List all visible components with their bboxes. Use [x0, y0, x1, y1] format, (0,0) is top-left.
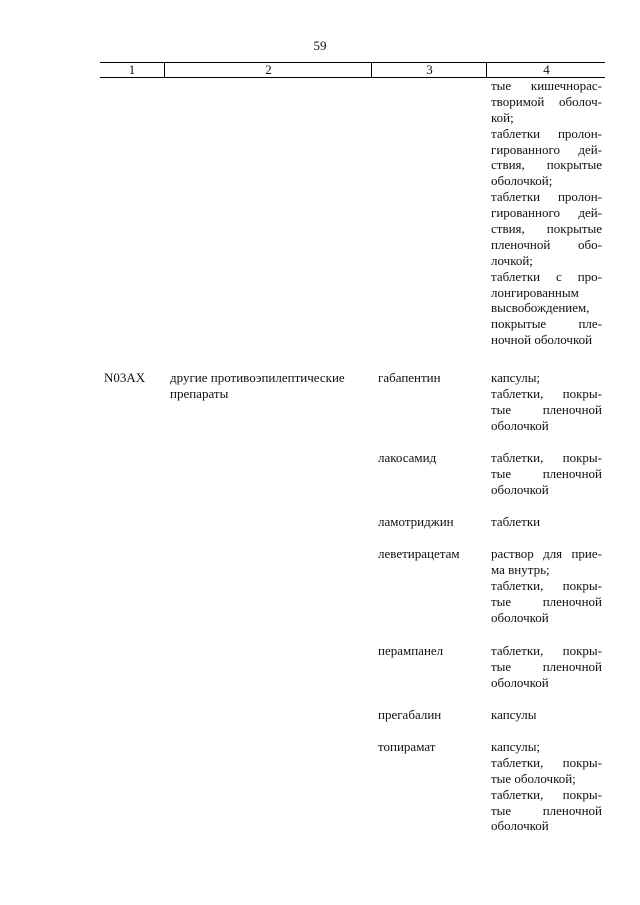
dosage-form-line: тые кишечнорас- — [491, 78, 602, 93]
dosage-form-line: таблетки с про- — [491, 268, 602, 284]
dosage-form-line: таблетки, покры- — [491, 577, 602, 593]
dosage-form-line: оболочкой — [491, 674, 549, 690]
header-col-2: 2 — [164, 63, 372, 77]
drug-name: лакосамид — [378, 450, 437, 465]
atc-group-name — [170, 370, 370, 402]
dosage-form-line: кой; — [491, 109, 514, 125]
dosage-form-line: тые пленочной — [491, 401, 602, 417]
dosage-form-line: лочкой; — [491, 252, 533, 268]
dosage-form-line: таблетки — [491, 514, 541, 529]
drug-forms — [491, 450, 602, 498]
dosage-form-line: таблетки пролон- — [491, 189, 602, 205]
dosage-form-line: покрытые пле- — [491, 316, 602, 332]
dosage-form-line: таблетки, покры- — [491, 786, 602, 802]
dosage-form-line: ночной оболочкой — [491, 332, 593, 348]
dosage-form-line: раствор для прие- — [491, 546, 602, 561]
header-col-4: 4 — [486, 63, 606, 77]
dosage-form-line: оболочкой; — [491, 173, 553, 189]
dosage-form-line: оболочкой — [491, 818, 549, 834]
drug-forms — [491, 514, 602, 530]
dosage-form-line: лонгированным — [491, 284, 579, 300]
dosage-form-line: оболочкой — [491, 417, 549, 433]
dosage-form-line: тые пленочной — [491, 465, 602, 481]
drug-name: перампанел — [378, 643, 444, 658]
drug-forms — [491, 707, 602, 723]
dosage-form-line: тые пленочной — [491, 593, 602, 609]
dosage-form-line: ствия, покрытые — [491, 221, 602, 237]
drug-name: топирамат — [378, 739, 436, 754]
dosage-form-line: таблетки, покры- — [491, 450, 602, 465]
drug-forms — [491, 546, 602, 625]
dosage-form-line: гированного дей- — [491, 141, 602, 157]
dosage-form-line: таблетки, покры- — [491, 643, 602, 658]
drug-name: прегабалин — [378, 707, 442, 722]
dosage-form-line: оболочкой — [491, 609, 549, 625]
continuation-dosage-forms — [491, 78, 602, 348]
dosage-form-line: таблетки, покры- — [491, 385, 602, 401]
dosage-form-line: тые пленочной — [491, 658, 602, 674]
dosage-form-line: ма внутрь; — [491, 561, 550, 577]
group-name-line: препараты — [170, 385, 229, 401]
atc-code: N03AX — [104, 370, 146, 385]
dosage-form-line: ствия, покрытые — [491, 157, 602, 173]
header-col-3: 3 — [371, 63, 487, 77]
dosage-form-line: высвобождением, — [491, 300, 590, 316]
dosage-form-line: таблетки пролон- — [491, 125, 602, 141]
dosage-form-line: капсулы — [491, 707, 537, 722]
dosage-form-line: гированного дей- — [491, 205, 602, 221]
drug-name: леветирацетам — [378, 546, 460, 561]
dosage-form-line: творимой оболоч- — [491, 93, 602, 109]
dosage-form-line: тые оболочкой; — [491, 770, 576, 786]
drug-forms — [491, 643, 602, 691]
drug-forms — [491, 370, 602, 434]
dosage-form-line: капсулы; — [491, 739, 541, 754]
group-name-line: другие противоэпилептические — [170, 370, 345, 385]
dosage-form-line: оболочкой — [491, 481, 549, 497]
dosage-form-line: пленочной обо- — [491, 236, 602, 252]
dosage-form-line: таблетки, покры- — [491, 754, 602, 770]
drug-name: габапентин — [378, 370, 441, 385]
header-col-1: 1 — [128, 62, 136, 77]
drug-name: ламотриджин — [378, 514, 454, 529]
dosage-form-line: тые пленочной — [491, 802, 602, 818]
page-number: 59 — [313, 38, 327, 53]
dosage-form-line: капсулы; — [491, 370, 541, 385]
table-header-row — [100, 62, 605, 78]
drug-forms — [491, 739, 602, 834]
